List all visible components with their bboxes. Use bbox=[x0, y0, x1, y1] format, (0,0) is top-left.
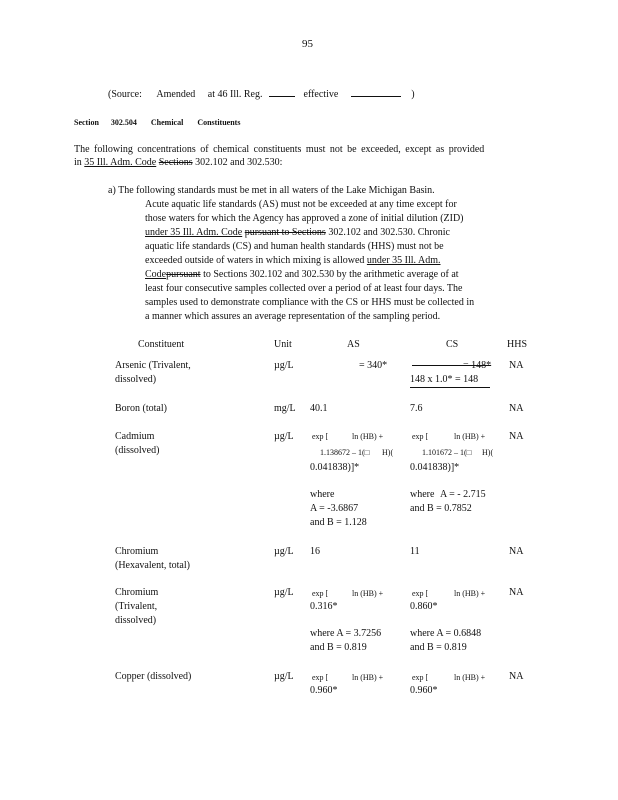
section-title-1: Chemical bbox=[150, 118, 184, 127]
source-prefix: (Source: bbox=[108, 89, 142, 100]
chromium-tri-as-exp: exp [ bbox=[312, 589, 329, 598]
header-constituent: Constituent bbox=[138, 339, 185, 350]
cadmium-as-mid: 1.138672 – 1(□ bbox=[320, 448, 370, 457]
boron-cs: 7.6 bbox=[410, 403, 423, 414]
chromium-hex-name-1: Chromium bbox=[115, 546, 159, 557]
boron-as: 40.1 bbox=[310, 403, 328, 414]
arsenic-name-2: dissolved) bbox=[115, 374, 157, 385]
header-cs: CS bbox=[446, 339, 459, 350]
cadmium-cs-where: where bbox=[410, 489, 435, 500]
source-effective: effective bbox=[303, 89, 339, 100]
copper-cs-exp: exp [ bbox=[412, 673, 429, 682]
chromium-hex-hhs: NA bbox=[509, 546, 524, 557]
section-label: Section bbox=[74, 118, 99, 127]
chromium-hex-as: 16 bbox=[310, 546, 320, 557]
cadmium-cs-a: A = - 2.715 bbox=[440, 489, 486, 500]
boron-unit: mg/L bbox=[274, 403, 296, 414]
chromium-tri-as-where: where A = 3.7256 bbox=[310, 628, 382, 639]
cadmium-name-2: (dissolved) bbox=[115, 445, 160, 456]
header-as: AS bbox=[347, 339, 360, 350]
source-blank-2 bbox=[351, 96, 401, 97]
para-a-mixing: exceeded outside of waters in which mixing is allowed bbox=[145, 255, 365, 266]
chromium-tri-hhs: NA bbox=[509, 587, 524, 598]
arsenic-hhs: NA bbox=[509, 360, 524, 371]
cadmium-as-where: where bbox=[310, 489, 335, 500]
chromium-tri-as-tail: 0.316* bbox=[310, 601, 338, 612]
cadmium-as-a: A = -3.6867 bbox=[310, 503, 359, 514]
header-unit: Unit bbox=[274, 339, 292, 350]
cadmium-cs-mid: 1.101672 – 1(□ bbox=[422, 448, 472, 457]
arsenic-as: = 340* bbox=[359, 360, 388, 371]
chromium-hex-unit: µg/L bbox=[274, 546, 294, 557]
intro-sections-strike: Sections bbox=[158, 157, 193, 168]
chromium-tri-as-ln: ln (HB) + bbox=[352, 589, 384, 598]
para-a-pursuant-strike: pursuant to Sections bbox=[244, 227, 326, 238]
source-amended: Amended bbox=[156, 89, 196, 100]
cadmium-cs-tail: 0.041838)]* bbox=[410, 462, 460, 473]
para-a-line-6 bbox=[145, 255, 441, 266]
chromium-tri-unit: µg/L bbox=[274, 587, 294, 598]
cadmium-cs-b: and B = 0.7852 bbox=[410, 503, 472, 514]
copper-as-tail: 0.960* bbox=[310, 685, 338, 696]
arsenic-name-1: Arsenic (Trivalent, bbox=[115, 360, 191, 371]
source-blank-1 bbox=[269, 96, 295, 97]
section-number: 302.504 bbox=[110, 118, 137, 127]
para-a-sections: 302.102 and 302.530. Chronic bbox=[328, 227, 450, 238]
para-a-line-1: a) The following standards must be met in all waters of the Lake Michigan Basin. bbox=[108, 185, 435, 196]
cadmium-name-1: Cadmium bbox=[115, 431, 155, 442]
cadmium-cs-exp: exp [ bbox=[412, 432, 429, 441]
chromium-tri-cs-b: and B = 0.819 bbox=[410, 642, 467, 653]
cadmium-as-b: and B = 1.128 bbox=[310, 517, 367, 528]
para-a-code-word: Code bbox=[145, 269, 167, 280]
header-hhs: HHS bbox=[507, 339, 528, 350]
para-a-line-3: those waters for which the Agency has approved a zone of initial dilution (ZID) bbox=[145, 213, 464, 224]
cadmium-cs-ln: ln (HB) + bbox=[454, 432, 486, 441]
cadmium-unit: µg/L bbox=[274, 431, 294, 442]
arsenic-unit: µg/L bbox=[274, 360, 294, 371]
para-a-line-5: aquatic life standards (CS) and human health standards (HHS) must not be bbox=[145, 241, 444, 252]
arsenic-cs-new: 148 x 1.0* = 148 bbox=[410, 374, 479, 385]
copper-hhs: NA bbox=[509, 671, 524, 682]
source-close: ) bbox=[411, 89, 415, 100]
boron-name: Boron (total) bbox=[115, 403, 167, 414]
chromium-tri-cs-tail: 0.860* bbox=[410, 601, 438, 612]
chromium-tri-name-2: (Trivalent, bbox=[115, 601, 158, 612]
intro-sections: 302.102 and 302.530: bbox=[195, 157, 283, 168]
para-a-code-insert-2: under 35 Ill. Adm. bbox=[366, 255, 441, 266]
copper-as-exp: exp [ bbox=[312, 673, 329, 682]
page-number: 95 bbox=[302, 38, 313, 50]
para-a-line-2: Acute aquatic life standards (AS) must not be exceeded at any time except for bbox=[145, 199, 457, 210]
source-reg: 46 Ill. bbox=[217, 89, 242, 100]
para-a-code-insert: under 35 Ill. Adm. Code bbox=[145, 227, 243, 238]
source-line bbox=[108, 89, 415, 100]
para-a-line-7 bbox=[145, 269, 459, 280]
copper-cs-ln: ln (HB) + bbox=[454, 673, 486, 682]
boron-hhs: NA bbox=[509, 403, 524, 414]
chromium-tri-cs-ln: ln (HB) + bbox=[454, 589, 486, 598]
cadmium-hhs: NA bbox=[509, 431, 524, 442]
chromium-tri-name-1: Chromium bbox=[115, 587, 159, 598]
chromium-tri-as-b: and B = 0.819 bbox=[310, 642, 367, 653]
arsenic-cs-struck: = 148* bbox=[463, 360, 492, 371]
copper-name: Copper (dissolved) bbox=[115, 671, 192, 682]
chromium-hex-cs: 11 bbox=[410, 546, 420, 557]
cadmium-as-ln: ln (HB) + bbox=[352, 432, 384, 441]
chromium-tri-cs-exp: exp [ bbox=[412, 589, 429, 598]
cadmium-cs-h: H)( bbox=[482, 448, 494, 457]
para-a-line-9: samples used to demonstrate compliance with the CS or HHS must be collected in bbox=[145, 297, 475, 308]
para-a-average: to Sections 302.102 and 302.530 by the arithmetic average of at bbox=[203, 269, 459, 280]
chromium-hex-name-2: (Hexavalent, total) bbox=[115, 560, 190, 571]
intro-line-1: The following concentrations of chemical constituents must not be exceeded, except as provided bbox=[74, 144, 485, 155]
source-reg-word: Reg. bbox=[243, 89, 263, 100]
para-a-line-4 bbox=[145, 227, 450, 238]
section-title-2: Constituents bbox=[197, 118, 241, 127]
cadmium-as-h: H)( bbox=[382, 448, 394, 457]
para-a-pursuant-strike-2: pursuant bbox=[166, 269, 201, 280]
intro-in: in bbox=[74, 157, 82, 168]
cadmium-as-exp: exp [ bbox=[312, 432, 329, 441]
chromium-tri-cs-where: where A = 0.6848 bbox=[410, 628, 482, 639]
section-heading bbox=[74, 118, 240, 127]
para-a-line-8: least four consecutive samples collected over a period of at least four days. The bbox=[145, 283, 463, 294]
arsenic-cs-underline bbox=[410, 387, 490, 388]
copper-unit: µg/L bbox=[274, 671, 294, 682]
intro-code-insert: 35 Ill. Adm. Code bbox=[84, 157, 157, 168]
copper-cs-tail: 0.960* bbox=[410, 685, 438, 696]
para-a-line-10: a manner which assures an average representation of the sampling period. bbox=[145, 311, 441, 322]
source-at: at bbox=[207, 89, 215, 100]
intro-line-2 bbox=[74, 157, 282, 168]
copper-as-ln: ln (HB) + bbox=[352, 673, 384, 682]
cadmium-as-tail: 0.041838)]* bbox=[310, 462, 360, 473]
chromium-tri-name-3: dissolved) bbox=[115, 615, 157, 626]
